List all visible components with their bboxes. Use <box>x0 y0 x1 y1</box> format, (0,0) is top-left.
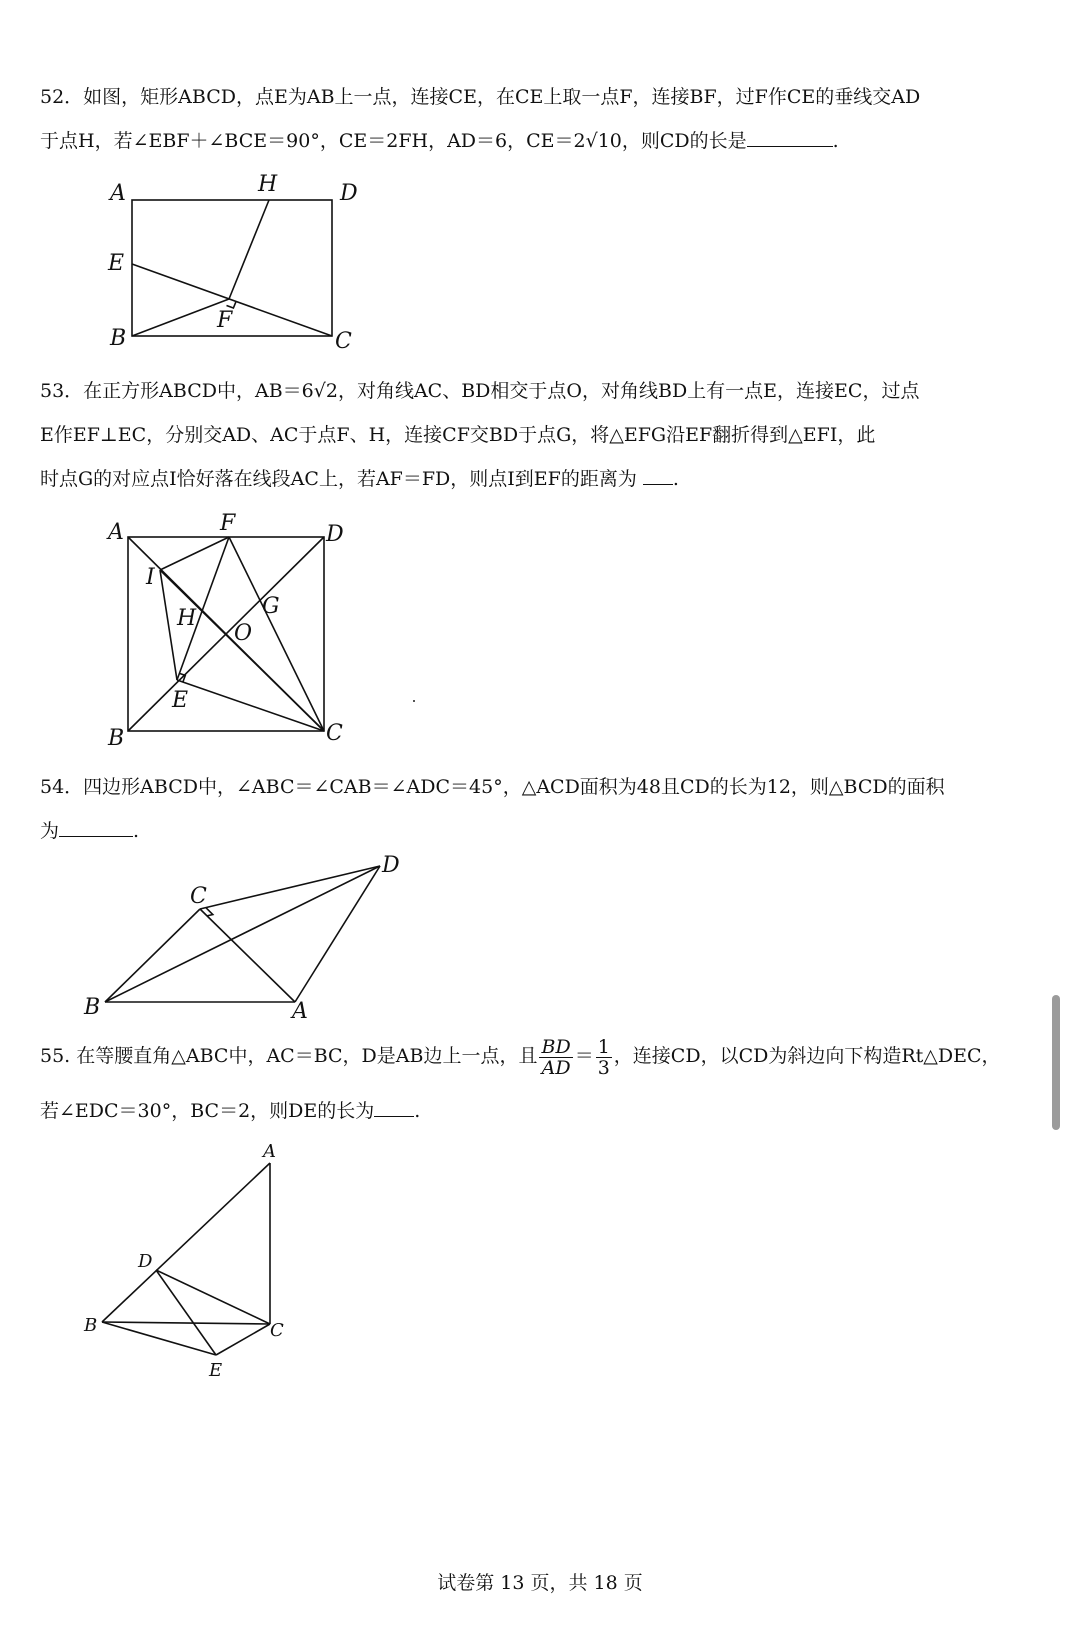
segment-cd <box>200 866 380 909</box>
q54-line1: 54．四边形ABCD中，∠ABC＝∠CAB＝∠ADC＝45°，△ACD面积为48且CD的长为12，则△BCD的面积 <box>40 776 945 798</box>
q54-line2-text: 为 <box>40 820 60 842</box>
segment-bc <box>102 1322 270 1324</box>
q55-line1-b: ，连接CD，以CD为斜边向下构造Rt△DEC， <box>613 1045 1001 1067</box>
q55-line1-a: 55. 在等腰直角△ABC中，AC＝BC，D是AB边上一点，且 <box>40 1045 538 1067</box>
q52-line2 <box>40 130 839 152</box>
label-d: D <box>326 522 344 547</box>
answer-blank <box>374 1100 414 1117</box>
q54-line2 <box>40 820 139 842</box>
answer-blank <box>643 468 673 485</box>
scrollbar-thumb[interactable] <box>1052 995 1060 1130</box>
q52-line2-text: 于点H，若∠EBF＋∠BCE＝90°，CE＝2FH，AD＝6，CE＝2√10，则CD的长是 <box>40 130 747 152</box>
label-c: C <box>326 721 343 746</box>
segment-ba <box>102 1163 270 1322</box>
frac-num: BD <box>541 1035 571 1058</box>
figure-q54 <box>80 850 410 1025</box>
segment-de <box>156 1270 216 1355</box>
q55-line2 <box>40 1100 420 1122</box>
label-f: F <box>217 308 233 333</box>
label-c: C <box>270 1320 284 1341</box>
q52-line2-end: . <box>832 130 839 152</box>
q55-line2-text: 若∠EDC＝30°，BC＝2，则DE的长为 <box>40 1100 375 1122</box>
segment-fh <box>229 200 269 299</box>
figure-q53 <box>100 510 360 750</box>
label-c: C <box>335 329 352 354</box>
label-e: E <box>172 688 189 713</box>
fraction-bd-ad <box>539 1037 572 1078</box>
fraction-one-third <box>596 1037 612 1078</box>
segment-bd <box>105 866 380 1002</box>
figure-q52 <box>100 170 380 355</box>
q53-line1: 53．在正方形ABCD中，AB＝6√2，对角线AC、BD相交于点O，对角线BD上有一点E，连接EC，过点 <box>40 380 920 402</box>
label-e: E <box>108 251 125 276</box>
page-footer: 试卷第 13 页，共 18 页 <box>437 1572 643 1594</box>
segment-bc <box>105 909 200 1002</box>
q55-line1 <box>40 1034 1001 1078</box>
segment-ca <box>200 909 295 1002</box>
label-c: C <box>190 884 207 909</box>
segment-dc <box>156 1270 270 1324</box>
label-o: O <box>234 621 253 646</box>
segment-be <box>102 1322 216 1355</box>
label-a: A <box>108 520 124 545</box>
label-b: B <box>108 726 125 751</box>
figure-q55 <box>80 1140 300 1380</box>
label-b: B <box>110 326 127 351</box>
q53-line3 <box>40 468 679 490</box>
q54-line2-end: . <box>133 820 140 842</box>
segment-ec <box>216 1324 270 1355</box>
q53-line3-text: 时点G的对应点I恰好落在线段AC上，若AF＝FD，则点I到EF的距离为 <box>40 468 637 490</box>
label-d: D <box>138 1251 153 1272</box>
label-b: B <box>84 995 101 1020</box>
segment-bf <box>132 299 229 336</box>
answer-blank <box>747 130 833 147</box>
frac-val-den: 3 <box>597 1056 610 1079</box>
frac-val-num: 1 <box>597 1035 610 1058</box>
answer-blank <box>59 820 133 837</box>
frac-den: AD <box>541 1056 571 1079</box>
q55-line2-end: . <box>414 1100 421 1122</box>
label-g: G <box>262 594 280 619</box>
frac-eq: ＝ <box>574 1045 594 1067</box>
label-d: D <box>340 181 358 206</box>
label-e: E <box>209 1360 223 1381</box>
label-f: F <box>220 511 236 536</box>
label-h: H <box>258 172 278 197</box>
label-b: B <box>84 1315 98 1336</box>
label-d: D <box>382 853 400 878</box>
q52-line1: 52．如图，矩形ABCD，点E为AB上一点，连接CE，在CE上取一点F，连接BF，过F作CE的垂线交AD <box>40 86 921 108</box>
q53-line3-end: . <box>672 468 679 490</box>
label-a: A <box>263 1141 276 1162</box>
stray-dot <box>413 700 415 702</box>
label-h: H <box>177 606 197 631</box>
label-a: A <box>292 999 308 1024</box>
label-i: I <box>146 565 155 590</box>
segment-ie <box>160 570 177 680</box>
label-a: A <box>110 181 126 206</box>
q53-line2: E作EF⊥EC，分别交AD、AC于点F、H，连接CF交BD于点G，将△EFG沿EF翻折得到△EFI，此 <box>40 424 876 446</box>
